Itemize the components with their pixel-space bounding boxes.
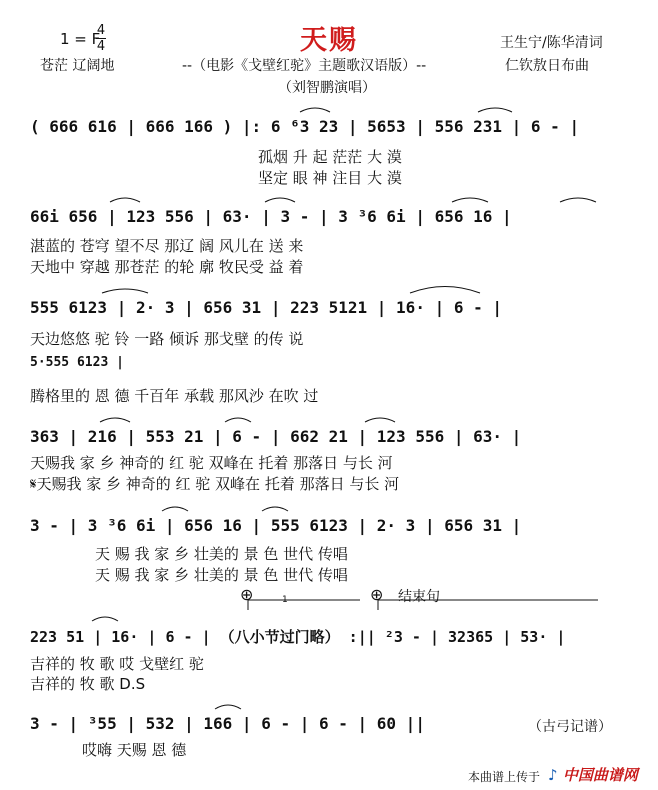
logo-icon: ♪ (548, 766, 558, 784)
score-line-1-lyrics-2: 坚定 眼 神 注目 大 漠 (258, 169, 402, 187)
slur (102, 289, 148, 293)
footer-logo (548, 764, 638, 785)
score-line-1-lyrics-1: 孤烟 升 起 茫茫 大 漠 (258, 148, 402, 166)
slur (262, 507, 288, 511)
score-line-2-notes: 66i 656 | 123 556 | 63· | 3 - | 3 ³6 6i | 656 16 | (30, 207, 512, 226)
slur (215, 705, 241, 709)
page-title: 天赐 (300, 25, 358, 56)
footer-text: 本曲谱上传于 (468, 770, 541, 784)
slur (410, 287, 480, 294)
time-top: 4 (96, 23, 106, 38)
score-line-5-lyrics-1: 天赐我 家 乡 神奇的 红 驼 双峰在 托着 那落日 与长 河 (30, 454, 393, 472)
score-line-4-notes: 5·555 6123 | (30, 355, 124, 370)
tempo-mood: 苍茫 辽阔地 (40, 58, 115, 74)
composer: 仁钦敖日布曲 (505, 58, 589, 74)
coda-label: 结束句 (398, 589, 440, 605)
score-line-8-lyrics-1: 哎嗨 天赐 恩 德 (82, 741, 187, 759)
lyricist: 王生宁/陈华清词 (500, 35, 603, 51)
slur (110, 198, 140, 202)
slur (560, 198, 596, 202)
score-line-5-lyrics-2: 𝄋天赐我 家 乡 神奇的 红 驼 双峰在 托着 那落日 与长 河 (30, 475, 400, 493)
score-line-6-lyrics-2: 天 赐 我 家 乡 壮美的 景 色 世代 传唱 (95, 566, 348, 584)
slur (92, 617, 118, 621)
key-signature: 1 = F (60, 30, 101, 48)
time-bottom: 4 (96, 39, 106, 54)
score-line-7-lyrics-1: 吉祥的 牧 歌 哎 戈壁红 驼 (30, 655, 204, 673)
score-line-2-lyrics-1: 湛蓝的 苍穹 望不尽 那辽 阔 风儿在 送 来 (30, 237, 304, 255)
slur (365, 418, 395, 422)
score-line-3-notes: 555 6123 | 2· 3 | 656 31 | 223 5121 | 16· | 6 - | (30, 298, 503, 317)
score-line-7-lyrics-2: 吉祥的 牧 歌 D.S (30, 675, 146, 693)
slur (162, 507, 188, 511)
slur (300, 108, 330, 112)
score-line-6-lyrics-1: 天 赐 我 家 乡 壮美的 景 色 世代 传唱 (95, 545, 348, 563)
score-line-7-notes: 223 51 | 16· | 6 - | （八小节过门略） :|| ²3 - | 32365 | 53· | (30, 628, 566, 646)
score-line-2-lyrics-2: 天地中 穿越 那苍茫 的轮 廓 牧民受 益 着 (30, 258, 304, 276)
slur (100, 418, 130, 422)
source-note: （古弓记谱） (528, 719, 612, 735)
performer: （刘智鹏演唱） (278, 80, 376, 96)
score-line-4-lyrics-1: 腾格里的 恩 德 千百年 承载 那风沙 在吹 过 (30, 387, 319, 405)
score-line-8-notes: 3 - | ³55 | 532 | 166 | 6 - | 6 - | 60 || (30, 714, 425, 733)
coda-sign-1: ⊕ (240, 585, 254, 604)
slur (452, 198, 488, 202)
slur (478, 108, 512, 112)
footer-logo-text: 中国曲谱网 (562, 766, 638, 784)
slur (225, 418, 251, 422)
score-line-5-notes: 363 | 216 | 553 21 | 6 - | 662 21 | 123 556 | 63· | (30, 427, 522, 446)
score-line-3-lyrics-1: 天边悠悠 驼 铃 一路 倾诉 那戈壁 的传 说 (30, 330, 304, 348)
score-line-6-notes: 3 - | 3 ³6 6i | 656 16 | 555 6123 | 2· 3 | 656 31 | (30, 516, 522, 535)
slur (265, 198, 295, 202)
coda-sign-2: ⊕ (370, 585, 384, 604)
score-line-1-notes: ( 666 616 | 666 166 ) |: 6 ⁶3 23 | 5653 | 556 231 | 6 - | (30, 117, 580, 136)
subtitle: --（电影《戈壁红驼》主题歌汉语版）-- (182, 58, 427, 74)
volta-number: 1 (282, 595, 288, 605)
